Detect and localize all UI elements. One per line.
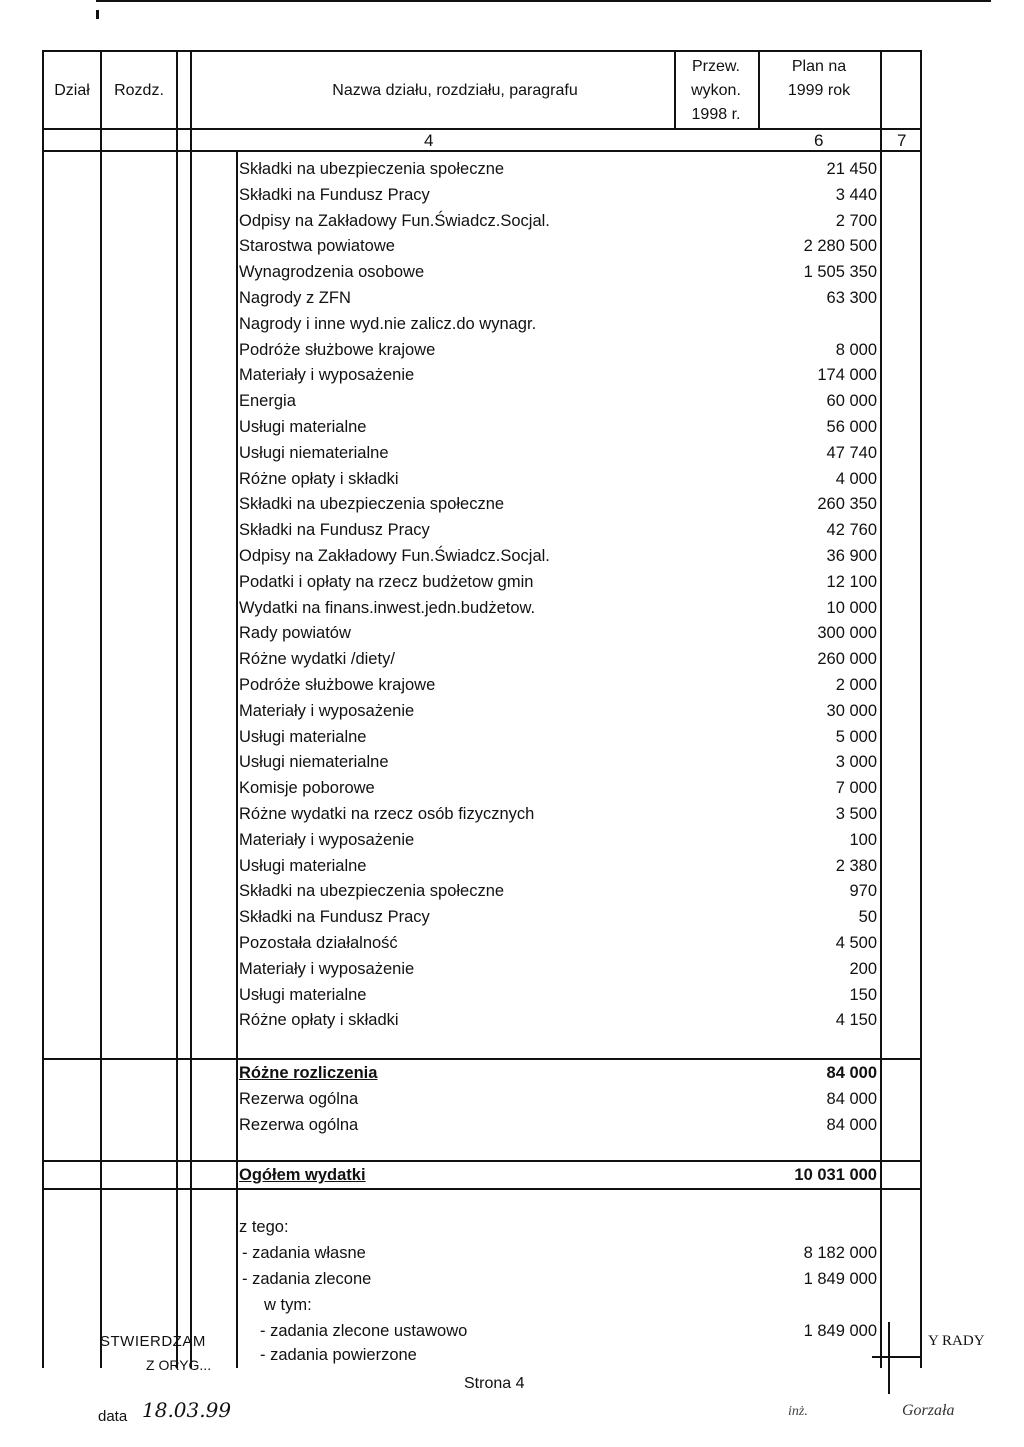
row-label: Odpisy na Zakładowy Fun.Świadcz.Socjal. <box>239 211 550 230</box>
header-dzial: Dział <box>54 82 90 99</box>
stamp-bracket <box>888 1322 890 1394</box>
breakdown-ustawowo-row <box>236 1318 880 1344</box>
colnum-4: 4 <box>424 131 434 150</box>
header-przew-3: 1998 r. <box>691 106 741 123</box>
colnum-bottom-line <box>42 150 922 152</box>
row-value: 970 <box>849 882 877 901</box>
row-label: Usługi materialne <box>239 985 367 1004</box>
council-stamp: Y RADY <box>928 1333 985 1349</box>
row-value: 21 450 <box>826 160 877 178</box>
colnum-6: 6 <box>814 131 824 150</box>
table-row <box>236 878 880 904</box>
header-plan-1: Plan na <box>791 58 847 75</box>
header-plan-2: 1999 rok <box>787 82 851 99</box>
table-row <box>236 156 880 182</box>
table-row <box>236 208 880 234</box>
breakdown-wtym-row <box>236 1292 880 1318</box>
table-row <box>236 285 880 311</box>
row-label: Różne wydatki na rzecz osób fizycznych <box>239 805 535 823</box>
row-value: 47 740 <box>826 443 877 462</box>
row-value: 150 <box>849 985 877 1004</box>
table-row <box>236 491 880 517</box>
row-label: Składki na Fundusz Pracy <box>239 521 430 540</box>
row-label: Usługi niematerialne <box>239 443 389 462</box>
top-border-line <box>96 0 991 2</box>
col-divider-dzial <box>100 50 102 1368</box>
row-label: Różne wydatki /diety/ <box>239 650 395 669</box>
row-value: 2 280 500 <box>803 237 877 256</box>
header-przew-1: Przew. <box>691 58 740 75</box>
row-label: Nagrody i inne wyd.nie zalicz.do wynagr. <box>239 314 537 333</box>
date-label: data <box>98 1408 128 1425</box>
row-label: Rady powiatów <box>239 624 351 643</box>
row-value: 5 000 <box>835 727 877 746</box>
section-row-rezerwa-1 <box>236 1086 880 1112</box>
row-label: Komisje poborowe <box>239 779 375 798</box>
row-value: 3 500 <box>835 805 877 823</box>
row-label: Odpisy na Zakładowy Fun.Świadcz.Socjal. <box>239 547 550 565</box>
row-value: 260 350 <box>817 495 877 514</box>
row-value: 84 000 <box>826 1090 877 1108</box>
row-value: 4 150 <box>835 1011 877 1030</box>
row-value: 2 380 <box>835 856 877 875</box>
header-przew-2: wykon. <box>691 82 741 99</box>
row-value: 200 <box>849 959 877 978</box>
table-row <box>236 1007 880 1033</box>
header-bottom-line <box>42 128 922 130</box>
breakdown-intro: z tego: <box>239 1218 289 1236</box>
row-value: 3 000 <box>835 753 877 772</box>
table-row <box>236 543 880 569</box>
col-divider-par <box>190 50 192 1368</box>
row-value: 50 <box>858 908 877 927</box>
col-divider-rozdz <box>176 50 178 1368</box>
row-value: 2 000 <box>835 676 877 694</box>
row-label: Podatki i opłaty na rzecz budżetow gmin <box>239 572 534 591</box>
row-value: 3 440 <box>835 185 877 204</box>
row-label: Materiały i wyposażenie <box>239 366 415 385</box>
table-row <box>236 801 880 827</box>
row-value: 36 900 <box>826 547 877 565</box>
row-label: Wynagrodzenia osobowe <box>239 263 425 282</box>
row-value: 300 000 <box>817 624 877 643</box>
table-row <box>236 853 880 879</box>
row-value: 12 100 <box>826 572 877 591</box>
row-label: Nagrody z ZFN <box>239 289 351 307</box>
row-value: 260 000 <box>817 650 877 669</box>
row-value: 84 000 <box>826 1116 877 1134</box>
row-label: Rezerwa ogólna <box>239 1090 359 1108</box>
row-label: Różne opłaty i składki <box>239 469 399 488</box>
row-value: 8 000 <box>835 340 877 359</box>
section-line-3 <box>42 1188 922 1190</box>
row-value: 2 700 <box>835 211 877 230</box>
breakdown-wlasne-row <box>236 1240 880 1266</box>
table-row <box>236 414 880 440</box>
table-row <box>236 982 880 1008</box>
table-row <box>236 337 880 363</box>
header-nazwa: Nazwa działu, rozdziału, paragrafu <box>332 82 578 99</box>
colnum-7: 7 <box>897 131 907 150</box>
total-value: 10 031 000 <box>794 1166 877 1184</box>
row-value: 42 760 <box>826 521 877 540</box>
table-row <box>236 698 880 724</box>
table-row <box>236 904 880 930</box>
signature: Gorzała <box>902 1402 955 1419</box>
table-row <box>236 259 880 285</box>
row-value: 56 000 <box>826 418 877 436</box>
total-row <box>236 1162 880 1188</box>
table-row <box>236 595 880 621</box>
header-rozdz: Rozdz. <box>114 82 164 99</box>
table-row <box>236 956 880 982</box>
row-value: 4 500 <box>835 934 877 952</box>
table-row <box>236 749 880 775</box>
row-label: - zadania własne <box>242 1244 366 1262</box>
row-value: 1 505 350 <box>803 263 877 282</box>
table-row <box>236 827 880 853</box>
table-row <box>236 569 880 595</box>
table-row <box>236 362 880 388</box>
table-row <box>236 388 880 414</box>
table-row <box>236 620 880 646</box>
row-label: Składki na Fundusz Pracy <box>239 908 430 927</box>
total-label: Ogółem wydatki <box>239 1166 366 1184</box>
table-row <box>236 182 880 208</box>
table-row <box>236 724 880 750</box>
row-label: Usługi materialne <box>239 727 367 746</box>
row-label: - zadania zlecone <box>242 1270 372 1288</box>
row-value: 60 000 <box>826 392 877 411</box>
row-label: Podróże służbowe krajowe <box>239 676 436 694</box>
row-label: - zadania powierzone <box>260 1346 417 1364</box>
row-value: 1 849 000 <box>803 1270 877 1288</box>
row-label: Materiały i wyposażenie <box>239 830 415 849</box>
signature-title: inż. <box>788 1404 808 1419</box>
row-label: Rezerwa ogólna <box>239 1116 359 1134</box>
section-row-rozliczenia <box>236 1060 880 1086</box>
table-row <box>236 440 880 466</box>
row-label: Składki na ubezpieczenia społeczne <box>239 495 505 514</box>
scan-mark <box>96 10 99 19</box>
row-label: Wydatki na finans.inwest.jedn.budżetow. <box>239 598 536 617</box>
row-value: 174 000 <box>817 366 877 385</box>
row-value: 30 000 <box>826 701 877 720</box>
certification-stamp-line2: Z ORYG... <box>146 1357 212 1373</box>
section-value: 84 000 <box>826 1064 877 1082</box>
table-row <box>236 672 880 698</box>
section-label: Różne rozliczenia <box>239 1064 378 1082</box>
row-label: w tym: <box>264 1296 312 1314</box>
row-label: Energia <box>239 392 296 411</box>
row-label: Składki na ubezpieczenia społeczne <box>239 160 505 178</box>
row-label: Składki na Fundusz Pracy <box>239 185 430 204</box>
table-row <box>236 311 880 337</box>
row-label: - zadania zlecone ustawowo <box>260 1322 468 1340</box>
row-label: Usługi materialne <box>239 856 367 875</box>
row-value: 100 <box>849 830 877 849</box>
row-label: Starostwa powiatowe <box>239 237 395 256</box>
breakdown-intro-row <box>236 1214 880 1240</box>
row-label: Usługi niematerialne <box>239 753 389 772</box>
table-row <box>236 466 880 492</box>
row-value: 10 000 <box>826 598 877 617</box>
row-label: Składki na ubezpieczenia społeczne <box>239 882 505 901</box>
breakdown-powierzone-row <box>236 1342 880 1368</box>
row-value: 8 182 000 <box>803 1244 877 1262</box>
certification-stamp: STWIERDZAM <box>100 1333 206 1350</box>
table-row <box>236 646 880 672</box>
row-label: Materiały i wyposażenie <box>239 701 415 720</box>
row-value: 7 000 <box>835 779 877 798</box>
table-row <box>236 517 880 543</box>
breakdown-zlecone-row <box>236 1266 880 1292</box>
table-row <box>236 775 880 801</box>
table-row <box>236 930 880 956</box>
row-label: Podróże służbowe krajowe <box>239 340 436 359</box>
row-value: 63 300 <box>826 289 877 307</box>
row-value: 1 849 000 <box>803 1322 877 1340</box>
date-handwritten: 18.03.99 <box>142 1398 232 1422</box>
stamp-tick <box>872 1356 922 1358</box>
row-label: Materiały i wyposażenie <box>239 959 415 978</box>
row-label: Pozostała działalność <box>239 934 398 952</box>
row-label: Usługi materialne <box>239 418 367 436</box>
col-divider-plan-right <box>880 50 882 1368</box>
page-number: Strona 4 <box>464 1375 525 1392</box>
row-label: Różne opłaty i składki <box>239 1011 399 1030</box>
row-value: 4 000 <box>835 469 877 488</box>
section-row-rezerwa-2 <box>236 1112 880 1138</box>
table-row <box>236 233 880 259</box>
